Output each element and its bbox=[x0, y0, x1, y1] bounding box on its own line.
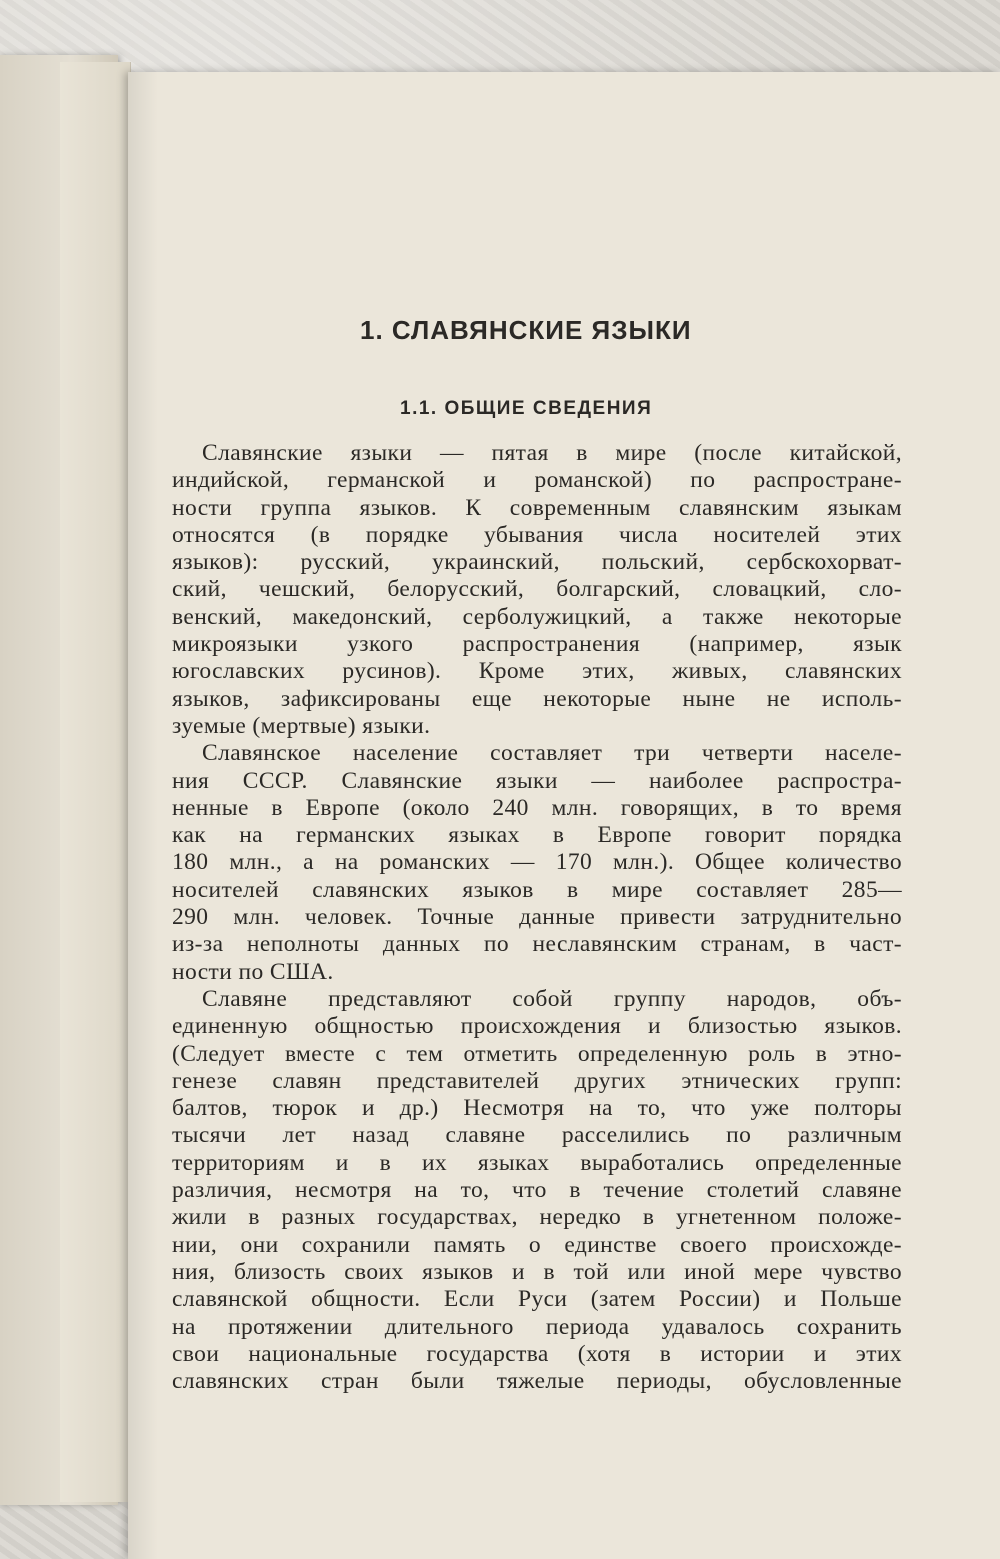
text-line: ности по США. bbox=[172, 958, 334, 985]
text-line: ности группа языков. К современным славянским языкам bbox=[172, 494, 902, 521]
text-line: тысячи лет назад славяне расселились по различным bbox=[172, 1122, 902, 1149]
text-line: ненные в Европе (около 240 млн. говорящих, в то время bbox=[172, 794, 902, 821]
text-line: 180 млн., а на романских — 170 млн.). Общее количество bbox=[172, 849, 902, 876]
text-line: как на германских языках в Европе говорит порядка bbox=[172, 822, 902, 849]
text-line: венский, македонский, серболужицкий, а также некоторые bbox=[172, 603, 902, 630]
text-line: на протяжении длительного периода удавалось сохранить bbox=[172, 1313, 902, 1340]
text-line: Славянское население составляет три четверти населе- bbox=[202, 740, 902, 767]
text-line: относятся (в порядке убывания числа носителей этих bbox=[172, 521, 902, 548]
paragraph-2 bbox=[172, 740, 902, 986]
text-line: славянских стран были тяжелые периоды, обусловленные bbox=[172, 1368, 902, 1395]
text-line: свои национальные государства (хотя в истории и этих bbox=[172, 1340, 902, 1367]
text-line: нии, они сохранили память о единстве своего происхожде- bbox=[172, 1231, 902, 1258]
text-line: 290 млн. человек. Точные данные привести затруднительно bbox=[172, 904, 902, 931]
paragraph-1 bbox=[172, 440, 902, 740]
text-line: единенную общностью происхождения и близостью языков. bbox=[172, 1013, 902, 1040]
text-line: языков, зафиксированы еще некоторые ныне не исполь- bbox=[172, 685, 902, 712]
text-line: балтов, тюрок и др.) Несмотря на то, что уже полторы bbox=[172, 1095, 902, 1122]
text-line: югославских русинов). Кроме этих, живых, славянских bbox=[172, 658, 902, 685]
body-text bbox=[172, 440, 902, 1395]
text-line: различия, несмотря на то, что в течение столетий славяне bbox=[172, 1177, 902, 1204]
text-line: носителей славянских языков в мире составляет 285— bbox=[172, 876, 902, 903]
section-title: 1.1. ОБЩИЕ СВЕДЕНИЯ bbox=[400, 398, 653, 419]
paragraph-3 bbox=[172, 986, 902, 1395]
text-line: жили в разных государствах, нередко в угнетенном положе- bbox=[172, 1204, 902, 1231]
text-line: ния, близость своих языков и в той или иной мере чувство bbox=[172, 1258, 902, 1285]
chapter-title: 1. СЛАВЯНСКИЕ ЯЗЫКИ bbox=[360, 315, 692, 345]
page-stack-edge bbox=[60, 62, 131, 1502]
text-line: (Следует вместе с тем отметить определенную роль в этно- bbox=[172, 1040, 902, 1067]
text-line: микроязыки узкого распространения (например, язык bbox=[172, 631, 902, 658]
text-line: территориям и в их языках выработались определенные bbox=[172, 1149, 902, 1176]
text-line: ский, чешский, белорусский, болгарский, словацкий, сло- bbox=[172, 576, 902, 603]
text-line: индийской, германской и романской) по распростране- bbox=[172, 467, 902, 494]
text-line: из-за неполноты данных по неславянским странам, в част- bbox=[172, 931, 902, 958]
text-line: генезе славян представителей других этнических групп: bbox=[172, 1067, 902, 1094]
text-line: славянской общности. Если Руси (затем России) и Польше bbox=[172, 1286, 902, 1313]
text-line: языков): русский, украинский, польский, сербскохорват- bbox=[172, 549, 902, 576]
text-line: зуемые (мертвые) языки. bbox=[172, 712, 431, 739]
text-line: Славяне представляют собой группу народов, объ- bbox=[202, 985, 902, 1012]
text-line: ния СССР. Славянские языки — наиболее распростра- bbox=[172, 767, 902, 794]
text-line: Славянские языки — пятая в мире (после китайской, bbox=[202, 440, 902, 466]
